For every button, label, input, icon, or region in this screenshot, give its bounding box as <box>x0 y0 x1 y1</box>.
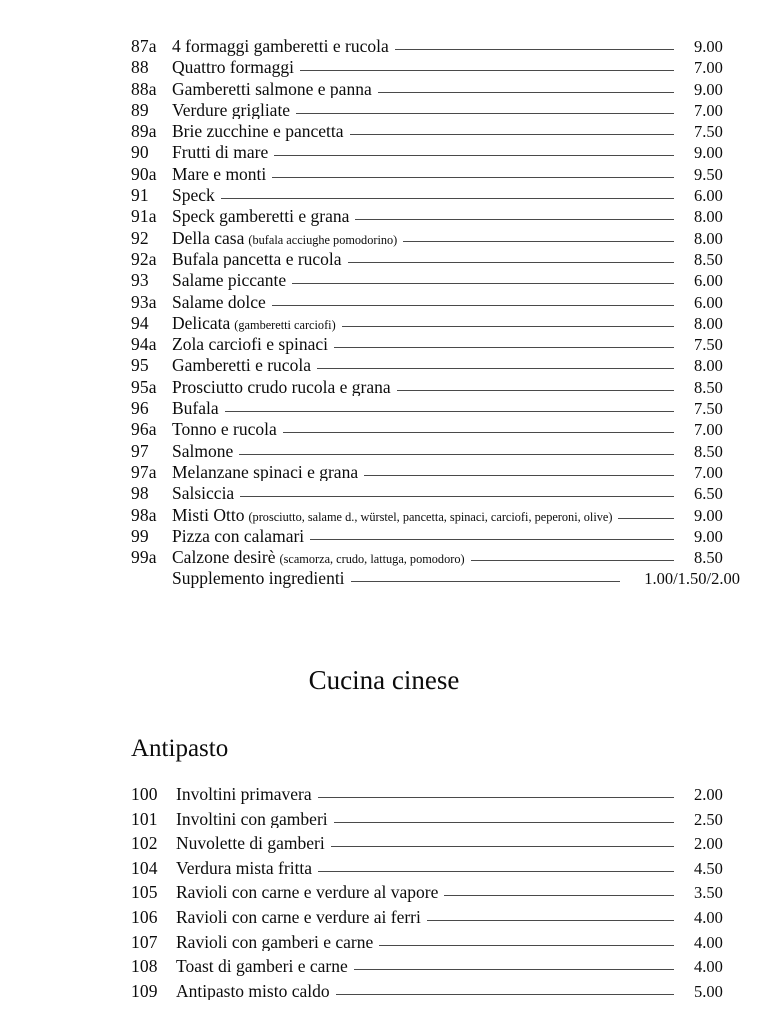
dot-leader-rule <box>331 846 674 847</box>
menu-item-price: 9.00 <box>694 505 723 525</box>
menu-item-price: 1.00/1.50/2.00 <box>644 569 740 589</box>
dot-leader-rule <box>221 198 674 199</box>
menu-row <box>131 144 740 165</box>
menu-row <box>131 59 740 80</box>
menu-row <box>131 421 740 442</box>
menu-item-code: 97a <box>131 461 157 482</box>
menu-item-code: 89a <box>131 121 157 142</box>
menu-item-body <box>172 230 680 248</box>
menu-item-code: 98a <box>131 504 157 525</box>
menu-item-name: Gamberetti salmone e panna <box>172 80 372 99</box>
dot-leader-rule <box>355 219 674 220</box>
dot-leader-rule <box>348 262 674 263</box>
menu-row <box>131 400 740 421</box>
menu-item-name: Calzone desirè <box>172 549 276 567</box>
antipasto-item-list <box>131 786 740 1007</box>
menu-item-price: 9.00 <box>694 526 723 546</box>
menu-item-body <box>172 294 680 312</box>
menu-item-body <box>172 528 680 546</box>
menu-item-body <box>172 81 680 99</box>
menu-item-name: Salame piccante <box>172 272 287 290</box>
menu-item-name: 4 formaggi gamberetti e rucola <box>172 38 389 56</box>
menu-item-body <box>172 485 680 503</box>
menu-item-price: 7.50 <box>694 399 723 419</box>
menu-item-name: Supplemento ingredienti <box>172 570 345 588</box>
menu-item-body <box>176 934 680 952</box>
menu-item-body <box>172 379 680 397</box>
menu-row <box>131 931 740 959</box>
menu-item-name: Verdure grigliate <box>172 101 291 120</box>
menu-item-price: 8.50 <box>694 441 723 461</box>
menu-item-name: Misti Otto <box>172 506 245 525</box>
menu-item-price: 8.00 <box>694 313 723 333</box>
menu-item-ingredients: (scamorza, crudo, lattuga, pomodoro) <box>279 552 465 567</box>
menu-item-body <box>172 357 680 375</box>
menu-item-name: Quattro formaggi <box>172 59 294 77</box>
menu-item-name: Antipasto misto caldo <box>176 982 330 1001</box>
menu-item-code: 87a <box>131 36 157 56</box>
menu-item-price: 6.00 <box>694 186 723 206</box>
menu-row <box>131 312 740 336</box>
menu-row <box>131 857 740 885</box>
menu-row <box>131 440 740 464</box>
menu-item-code: 100 <box>131 784 158 804</box>
menu-item-code: 94 <box>131 312 149 333</box>
menu-row <box>131 99 740 123</box>
dot-leader-rule <box>403 241 674 242</box>
dot-leader-rule <box>334 822 674 823</box>
menu-row <box>131 835 740 860</box>
menu-item-body <box>172 272 680 290</box>
menu-item-body <box>172 443 680 461</box>
menu-item-name: Tonno e rucola <box>172 421 277 439</box>
menu-item-body <box>172 187 680 205</box>
menu-row <box>131 786 740 811</box>
menu-row <box>131 958 740 983</box>
dot-leader-rule <box>354 969 674 970</box>
dot-leader-rule <box>334 347 674 348</box>
dot-leader-rule <box>342 326 674 327</box>
menu-item-body <box>172 166 680 184</box>
dot-leader-rule <box>336 994 674 995</box>
dot-leader-rule <box>283 432 674 433</box>
menu-item-name: Gamberetti e rucola <box>172 357 311 375</box>
menu-item-code: 102 <box>131 833 158 854</box>
menu-item-code: 93a <box>131 291 157 312</box>
menu-item-price: 6.50 <box>694 484 723 504</box>
menu-item-price: 6.00 <box>694 292 723 312</box>
menu-item-ingredients: (prosciutto, salame d., würstel, pancetta, spinaci, carciofi, peperoni, olive) <box>248 509 613 524</box>
menu-item-code: 107 <box>131 931 158 952</box>
menu-item-body <box>172 549 680 567</box>
dot-leader-rule <box>296 113 674 114</box>
dot-leader-rule <box>272 305 674 306</box>
menu-item-name: Salsiccia <box>172 485 235 503</box>
dot-leader-rule <box>225 411 674 412</box>
menu-item-code: 94a <box>131 334 157 355</box>
menu-item-code: 104 <box>131 857 158 878</box>
dot-leader-rule <box>318 871 674 872</box>
dot-leader-rule <box>397 390 674 391</box>
menu-item-body <box>176 884 680 902</box>
menu-item-ingredients: (gamberetti carciofi) <box>234 317 336 332</box>
menu-item-price: 3.50 <box>694 883 723 903</box>
menu-item-price: 4.00 <box>694 932 723 952</box>
menu-row <box>131 272 740 293</box>
menu-row <box>131 485 740 506</box>
menu-item-name: Speck gamberetti e grana <box>172 208 350 226</box>
menu-item-ingredients: (bufala acciughe pomodorino) <box>248 232 398 247</box>
menu-item-name: Salmone <box>172 442 234 461</box>
menu-item-body <box>176 835 680 853</box>
menu-row <box>131 357 740 378</box>
menu-row <box>131 123 740 144</box>
menu-item-price: 7.00 <box>694 100 723 120</box>
menu-row <box>131 187 740 208</box>
dot-leader-rule <box>618 518 674 519</box>
menu-item-body <box>172 38 680 56</box>
dot-leader-rule <box>318 797 674 798</box>
menu-item-body <box>172 464 680 482</box>
menu-item-name: Involtini con gamberi <box>176 810 328 829</box>
menu-item-body <box>176 860 680 878</box>
menu-item-name: Ravioli con gamberi e carne <box>176 933 374 952</box>
menu-item-code: 93 <box>131 270 149 291</box>
menu-item-name: Salame dolce <box>172 293 266 312</box>
menu-item-body <box>176 983 680 1001</box>
menu-item-body <box>176 909 680 927</box>
menu-item-body <box>172 208 680 226</box>
menu-item-name: Zola carciofi e spinaci <box>172 336 328 354</box>
menu-item-body <box>172 144 680 162</box>
dot-leader-rule <box>364 475 674 476</box>
menu-item-body <box>176 811 680 829</box>
dot-leader-rule <box>272 177 674 178</box>
section-subheading-antipasto: Antipasto <box>131 735 229 762</box>
menu-item-price: 2.00 <box>694 834 723 854</box>
menu-item-price: 2.00 <box>694 785 723 804</box>
menu-item-body <box>172 315 680 333</box>
dot-leader-rule <box>300 70 674 71</box>
menu-item-price: 9.50 <box>694 164 723 184</box>
menu-row <box>131 38 740 59</box>
menu-row <box>131 461 740 485</box>
menu-item-body <box>172 123 680 141</box>
menu-item-code: 88 <box>131 57 149 78</box>
menu-item-price: 4.50 <box>694 858 723 878</box>
dot-leader-rule <box>292 283 674 284</box>
menu-row <box>131 336 740 357</box>
menu-item-name: Toast di gamberi e carne <box>176 958 348 976</box>
menu-item-code: 108 <box>131 956 158 977</box>
dot-leader-rule <box>240 496 674 497</box>
menu-row <box>131 884 740 909</box>
menu-item-body <box>172 570 630 588</box>
dot-leader-rule <box>395 49 674 50</box>
menu-item-code: 91 <box>131 185 149 206</box>
menu-row <box>131 163 740 187</box>
dot-leader-rule <box>378 92 674 93</box>
menu-item-price: 8.50 <box>694 249 723 269</box>
menu-item-code: 90a <box>131 163 157 184</box>
menu-item-price: 7.50 <box>694 122 723 142</box>
menu-item-price: 5.00 <box>694 981 723 1001</box>
pizza-item-list <box>131 38 740 592</box>
dot-leader-rule <box>427 920 674 921</box>
dot-leader-rule <box>351 581 621 582</box>
menu-item-code: 91a <box>131 206 157 227</box>
menu-item-body <box>172 421 680 439</box>
menu-item-code: 89 <box>131 99 149 120</box>
dot-leader-rule <box>379 945 674 946</box>
menu-item-body <box>176 786 680 804</box>
menu-item-body <box>172 59 680 77</box>
menu-item-code: 95a <box>131 376 157 397</box>
menu-item-name: Speck <box>172 187 215 205</box>
menu-item-body <box>172 507 680 525</box>
section-heading-cucina-cinese: Cucina cinese <box>308 665 460 695</box>
menu-item-name: Mare e monti <box>172 165 267 184</box>
dot-leader-rule <box>274 155 674 156</box>
menu-item-code: 92a <box>131 248 157 269</box>
menu-item-price: 8.50 <box>694 548 723 568</box>
menu-item-price: 4.00 <box>694 907 723 927</box>
menu-item-code: 96 <box>131 398 149 419</box>
menu-item-name: Pizza con calamari <box>172 527 305 546</box>
menu-item-body <box>172 336 680 354</box>
menu-item-price: 8.00 <box>694 228 723 248</box>
dot-leader-rule <box>317 368 674 369</box>
menu-row <box>131 980 740 1008</box>
menu-item-name: Bufala <box>172 400 219 418</box>
menu-item-price: 4.00 <box>694 957 723 977</box>
menu-item-price: 7.00 <box>694 58 723 78</box>
menu-item-name: Involtini primavera <box>176 786 312 804</box>
dot-leader-rule <box>310 539 674 540</box>
menu-row <box>131 376 740 400</box>
menu-item-body <box>172 102 680 120</box>
menu-item-code: 98 <box>131 483 149 504</box>
menu-item-price: 8.50 <box>694 377 723 397</box>
menu-item-code: 99a <box>131 547 157 568</box>
menu-item-code: 92 <box>131 227 149 248</box>
menu-item-price: 9.00 <box>694 143 723 163</box>
dot-leader-rule <box>471 560 674 561</box>
menu-item-name: Ravioli con carne e verdure ai ferri <box>176 908 421 927</box>
menu-item-name: Frutti di mare <box>172 144 269 162</box>
menu-item-code: 90 <box>131 142 149 163</box>
menu-item-code: 95 <box>131 355 149 376</box>
menu-row <box>131 906 740 934</box>
menu-row <box>131 504 740 528</box>
menu-row <box>131 78 740 102</box>
menu-row <box>131 549 740 570</box>
menu-item-code: 96a <box>131 419 157 440</box>
menu-item-name: Ravioli con carne e verdure al vapore <box>176 884 439 902</box>
menu-row <box>131 291 740 315</box>
menu-item-price: 2.50 <box>694 809 723 829</box>
menu-row <box>131 248 740 272</box>
menu-item-price: 6.00 <box>694 271 723 291</box>
menu-row <box>131 208 740 229</box>
menu-item-name: Melanzane spinaci e grana <box>172 463 359 482</box>
menu-item-price: 7.00 <box>694 420 723 440</box>
dot-leader-rule <box>444 895 674 896</box>
menu-item-price: 9.00 <box>694 79 723 99</box>
menu-item-price: 7.50 <box>694 335 723 355</box>
menu-item-body <box>172 251 680 269</box>
menu-item-name: Brie zucchine e pancetta <box>172 123 344 141</box>
menu-item-price: 8.00 <box>694 207 723 227</box>
dot-leader-rule <box>350 134 675 135</box>
menu-item-body <box>172 400 680 418</box>
menu-item-name: Verdura mista fritta <box>176 859 313 878</box>
menu-item-code: 99 <box>131 525 149 546</box>
menu-item-code: 101 <box>131 808 158 829</box>
menu-row <box>131 227 740 251</box>
menu-item-price: 8.00 <box>694 356 723 376</box>
menu-item-name: Delicata <box>172 314 231 333</box>
menu-row <box>131 570 740 591</box>
menu-item-code: 97 <box>131 440 149 461</box>
menu-row <box>131 808 740 836</box>
menu-item-name: Prosciutto crudo rucola e grana <box>172 378 391 397</box>
menu-item-price: 9.00 <box>694 37 723 56</box>
menu-row <box>131 525 740 549</box>
dot-leader-rule <box>239 454 674 455</box>
menu-item-body <box>176 958 680 976</box>
menu-item-price: 7.00 <box>694 462 723 482</box>
menu-item-name: Nuvolette di gamberi <box>176 835 325 853</box>
menu-item-code: 105 <box>131 882 158 903</box>
menu-item-code: 88a <box>131 78 157 99</box>
menu-item-name: Della casa <box>172 229 245 248</box>
menu-item-code: 109 <box>131 980 158 1001</box>
menu-item-code: 106 <box>131 906 158 927</box>
menu-item-name: Bufala pancetta e rucola <box>172 250 342 269</box>
